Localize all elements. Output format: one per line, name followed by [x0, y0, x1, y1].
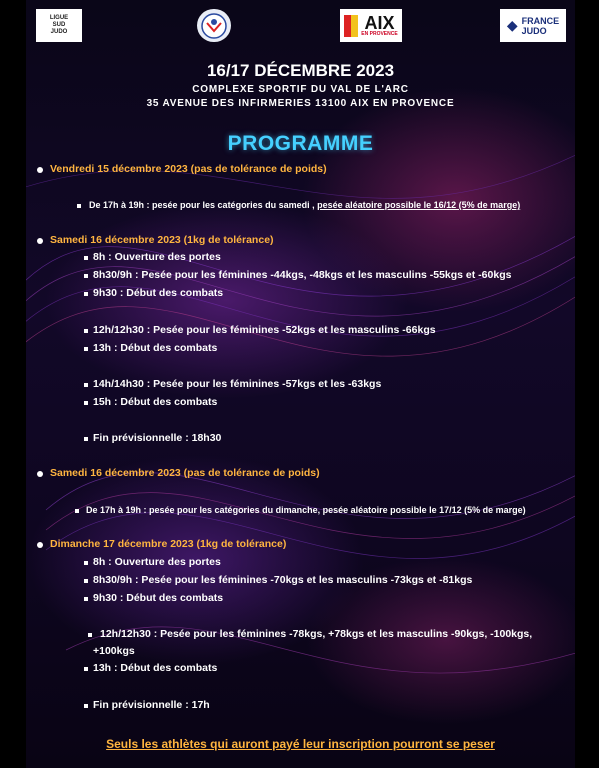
bullet-square [75, 509, 79, 513]
list-item: 9h30 : Début des combats [93, 592, 224, 604]
list-item: 12h/12h30 : Pesée pour les féminines -52kgs et les masculins -66kgs [93, 324, 436, 336]
day-heading-sunday: Dimanche 17 décembre 2023 (1kg de tolérance) [50, 538, 287, 550]
bullet-dot [37, 471, 43, 477]
ligue-sud-judo-logo [36, 9, 82, 42]
list-item: 8h : Ouverture des portes [93, 556, 221, 568]
aix-shield-icon [344, 15, 358, 37]
list-item: 8h30/9h : Pesée pour les féminines -70kgs et les masculins -73kgs et -81kgs [93, 574, 473, 586]
bullet-square [84, 292, 88, 296]
bullet-dot [37, 542, 43, 548]
bullet-square [84, 667, 88, 671]
bullet-square [84, 274, 88, 278]
comite-emblem-icon [201, 13, 227, 39]
bullet-dot [37, 238, 43, 244]
list-item: 9h30 : Début des combats [93, 287, 224, 299]
list-item: De 17h à 19h : pesée pour les catégories du dimanche, pesée aléatoire possible le 17/12 (5% de marge) [86, 505, 526, 515]
bullet-square [84, 561, 88, 565]
bullet-square [88, 633, 92, 637]
logo-text: LIGUE [49, 15, 69, 21]
event-date: 16/17 DÉCEMBRE 2023 [206, 61, 395, 80]
day-heading-saturday: Samedi 16 décembre 2023 (1kg de tolérance) [50, 234, 274, 246]
france-judo-logo [500, 9, 566, 42]
bullet-dot [37, 167, 43, 173]
aix-en-provence-logo [340, 9, 402, 42]
logo-text: EN PROVENCE [361, 31, 398, 37]
bullet-square [84, 579, 88, 583]
day-heading-saturday-weigh-in: Samedi 16 décembre 2023 (pas de tolérance de poids) [50, 467, 320, 479]
bullet-square [84, 347, 88, 351]
logo-text: SUD [52, 22, 66, 28]
list-item: 13h : Début des combats [93, 662, 218, 674]
payment-notice: Seuls les athlètes qui auront payé leur inscription pourront se peser [106, 737, 495, 751]
list-item: 8h : Ouverture des portes [93, 251, 221, 263]
venue-name: COMPLEXE SPORTIF DU VAL DE L'ARC [192, 84, 409, 95]
france-judo-icon: ◆ [506, 17, 518, 33]
bullet-square [77, 204, 81, 208]
programme-title: PROGRAMME [227, 132, 374, 155]
list-item-continuation: +100kgs [93, 645, 135, 657]
day-heading-friday: Vendredi 15 décembre 2023 (pas de tolérance de poids) [50, 163, 327, 175]
list-item: 14h/14h30 : Pesée pour les féminines -57kgs et les -63kgs [93, 378, 382, 390]
bullet-square [84, 383, 88, 387]
list-item-text: De 17h à 19h : pesée pour les catégories du samedi , [89, 200, 318, 210]
comite-judo-logo [197, 9, 231, 42]
bullet-square [84, 597, 88, 601]
bullet-square [84, 256, 88, 260]
list-item: 13h : Début des combats [93, 342, 218, 354]
list-item [89, 200, 520, 210]
bullet-square [84, 437, 88, 441]
logo-text: FRANCE [521, 15, 560, 26]
bullet-square [84, 704, 88, 708]
list-item: Fin prévisionnelle : 17h [93, 699, 210, 711]
list-item: 8h30/9h : Pesée pour les féminines -44kgs, -48kgs et les masculins -55kgs et -60kgs [93, 269, 512, 281]
event-poster [26, 0, 575, 768]
list-item-text-underlined: pesée aléatoire possible le 16/12 (5% de marge) [317, 200, 521, 210]
bullet-square [84, 329, 88, 333]
list-item: Fin prévisionnelle : 18h30 [93, 432, 222, 444]
venue-address: 35 AVENUE DES INFIRMERIES 13100 AIX EN PROVENCE [146, 98, 455, 109]
list-item: 15h : Début des combats [93, 396, 218, 408]
logo-text: JUDO [521, 25, 547, 36]
logo-text: AIX [364, 13, 395, 33]
list-item: 12h/12h30 : Pesée pour les féminines -78kgs, +78kgs et les masculins -90kgs, -100kgs, [100, 628, 533, 640]
bullet-square [84, 401, 88, 405]
logo-text: JUDO [50, 29, 68, 35]
